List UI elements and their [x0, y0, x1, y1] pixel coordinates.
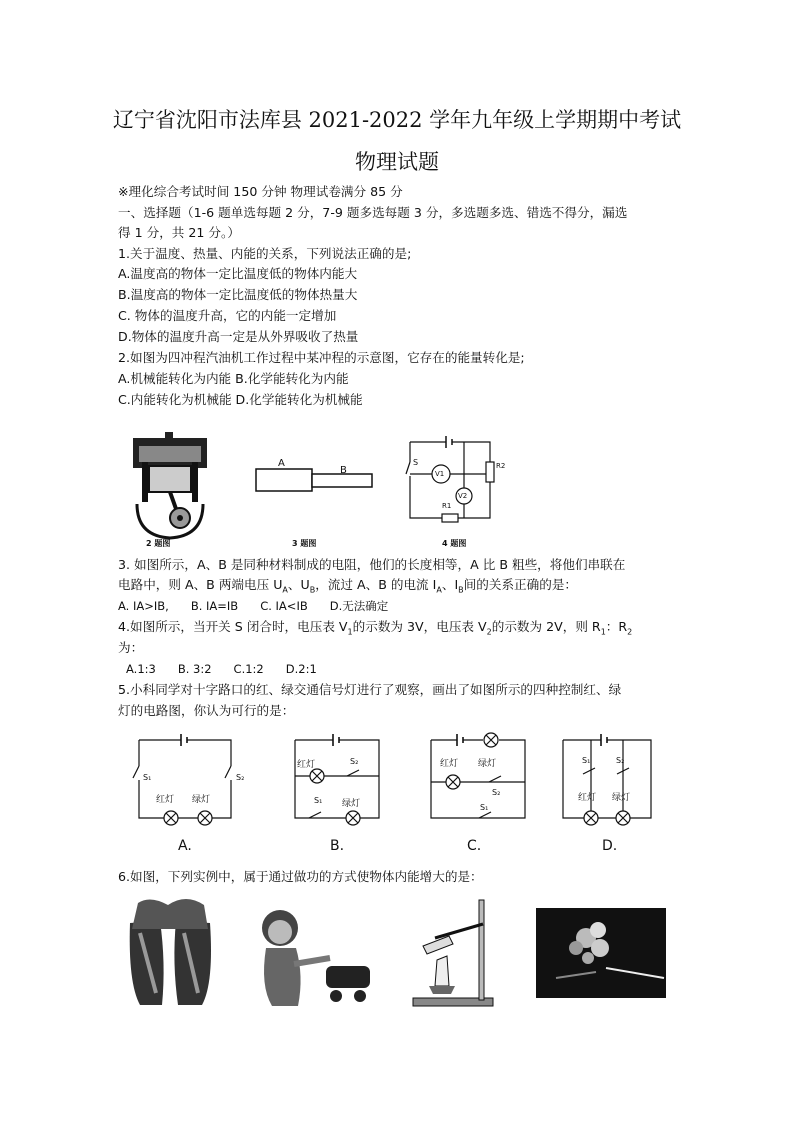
q5-label-c: C.	[467, 838, 482, 854]
q5-circuit-b	[287, 732, 387, 827]
q1-option-b: B.温度高的物体一定比温度低的物体热量大	[118, 287, 358, 302]
q1-stem: 1.关于温度、热量、内能的关系，下列说法正确的是;	[118, 246, 412, 261]
q5-a-red: 红灯	[156, 795, 175, 805]
q3-option-c: C. IA<IB	[260, 599, 308, 613]
page-subtitle: 物理试题	[355, 150, 439, 174]
q4-option-b: B. 3:2	[177, 662, 212, 676]
q5-b-red: 红灯	[297, 760, 316, 770]
q5-label-d: D.	[602, 838, 618, 854]
q5-stem-line2: 灯的电路图，你认为可行的是：	[118, 703, 295, 718]
label-a: A	[278, 458, 285, 469]
q5-a-s2: S₂	[236, 773, 245, 782]
section-heading: 一、选择题（1-6 题单选每题 2 分，7-9 题多选每题 3 分，多选题多选、错选不得分，漏选	[118, 205, 628, 220]
q5-a-s1: S₁	[143, 773, 152, 782]
q4-option-d: D.2:1	[285, 662, 317, 676]
q5-b-s1: S₁	[314, 796, 323, 805]
q3-stem-line1: 3. 如图所示，A、B 是同种材料制成的电阻，他们的长度相等，A 比 B 粗些，将他们串联在	[118, 557, 626, 572]
page-title: 辽宁省沈阳市法库县 2021-2022 学年九年级上学期期中考试	[112, 108, 682, 132]
q5-b-s2: S₂	[350, 757, 359, 766]
q6-photo-lab-stand	[405, 898, 510, 1008]
q5-d-s2: S₂	[616, 756, 625, 765]
q5-d-green: 绿灯	[612, 793, 631, 803]
q5-d-red: 红灯	[578, 793, 597, 803]
label-r1: R1	[442, 502, 452, 510]
engine-figure	[125, 432, 215, 550]
q3-options	[118, 598, 410, 614]
circuit-q4-figure	[402, 432, 512, 532]
q3-stem-line2: 电路中，则 A、B 两端电压 $U_A$、$U_B$，流过 A、B 的电流 $I_A$、$I_B$间的关系正确的是：	[118, 577, 577, 595]
q2-options-ab: A.机械能转化为内能 B.化学能转化为内能	[118, 371, 349, 386]
q5-b-green: 绿灯	[342, 799, 361, 809]
q5-label-a: A.	[178, 838, 192, 854]
q5-c-s2: S₂	[492, 788, 501, 797]
q4-stem-line1: 4.如图所示，当开关 S 闭合时，电压表 $V_1$的示数为 3V，电压表 $V_2$的示数为 2V，则 $R_1$：$R_2$	[118, 619, 633, 637]
q6-stem: 6.如图，下列实例中，属于通过做功的方式使物体内能增大的是：	[118, 869, 483, 884]
label-v2: V2	[458, 492, 468, 500]
q5-d-s1: S₁	[582, 756, 591, 765]
q1-option-d: D.物体的温度升高一定是从外界吸收了热量	[118, 329, 359, 344]
q6-photo-hands	[120, 893, 220, 1008]
q5-c-green: 绿灯	[478, 759, 497, 769]
label-r2: R2	[496, 462, 506, 470]
q5-circuit-c	[423, 732, 533, 827]
q4-option-a: A.1:3	[126, 662, 156, 676]
label-s: S	[413, 458, 419, 467]
q5-label-b: B.	[330, 838, 345, 854]
label-v1: V1	[435, 470, 445, 478]
q5-circuit-d	[557, 732, 657, 827]
q5-a-green: 绿灯	[192, 795, 211, 805]
caption-fig2: 2 题图	[146, 539, 171, 548]
q3-option-d: D.无法确定	[329, 599, 389, 613]
q4-stem-line2: 为：	[118, 640, 144, 655]
q2-stem: 2.如图为四冲程汽油机工作过程中某冲程的示意图，它存在的能量转化是;	[118, 350, 525, 365]
q6-photo-spark	[536, 908, 666, 998]
section-heading-cont: 得 1 分，共 21 分。）	[118, 225, 240, 240]
caption-fig3: 3 题图	[292, 539, 317, 548]
q1-option-c: C. 物体的温度升高，它的内能一定增加	[118, 308, 337, 323]
q4-option-c: C.1:2	[233, 662, 264, 676]
q1-option-a: A.温度高的物体一定比温度低的物体内能大	[118, 266, 358, 281]
q4-options	[126, 661, 339, 677]
label-b: B	[340, 465, 347, 476]
q2-options-cd: C.内能转化为机械能 D.化学能转化为机械能	[118, 392, 363, 407]
q5-c-red: 红灯	[440, 759, 459, 769]
resistor-ab-figure	[250, 455, 380, 495]
q5-stem-line1: 5.小科同学对十字路口的红、绿交通信号灯进行了观察，画出了如图所示的四种控制红、绿	[118, 682, 622, 697]
q3-option-a: A. IA>IB,	[118, 599, 169, 613]
caption-fig4: 4 题图	[442, 539, 467, 548]
q6-photo-child-toy	[250, 906, 380, 1011]
q5-c-s1: S₁	[480, 803, 489, 812]
q3-option-b: B. IA=IB	[190, 599, 239, 613]
exam-note: ※理化综合考试时间 150 分钟 物理试卷满分 85 分	[118, 184, 403, 199]
